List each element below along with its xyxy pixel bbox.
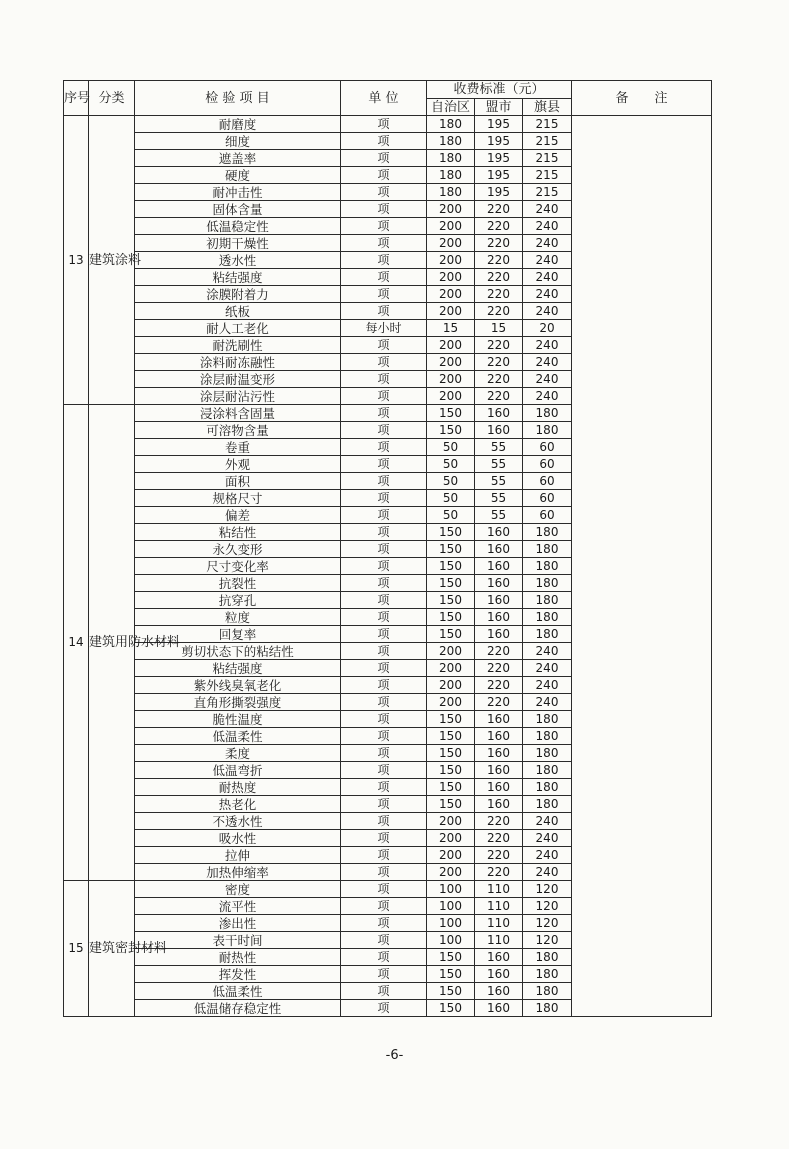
item-unit: 项	[341, 881, 427, 898]
item-name: 低温柔性	[135, 728, 341, 745]
fee-county: 240	[523, 694, 572, 711]
item-unit: 项	[341, 949, 427, 966]
page-number: -6-	[385, 1048, 404, 1063]
item-name: 耐冲击性	[135, 184, 341, 201]
fee-league: 220	[475, 694, 523, 711]
item-name: 挥发性	[135, 966, 341, 983]
fee-region: 100	[427, 881, 475, 898]
item-unit: 项	[341, 150, 427, 167]
fee-region: 200	[427, 371, 475, 388]
fee-county: 240	[523, 252, 572, 269]
item-unit: 项	[341, 847, 427, 864]
fee-league: 195	[475, 150, 523, 167]
fee-county: 240	[523, 303, 572, 320]
fee-region: 200	[427, 643, 475, 660]
fee-league: 160	[475, 524, 523, 541]
item-name: 热老化	[135, 796, 341, 813]
fee-league: 160	[475, 779, 523, 796]
item-unit: 项	[341, 507, 427, 524]
item-unit: 项	[341, 371, 427, 388]
fee-region: 150	[427, 422, 475, 439]
item-name: 拉伸	[135, 847, 341, 864]
item-unit: 项	[341, 711, 427, 728]
fee-league: 160	[475, 626, 523, 643]
fee-league: 160	[475, 592, 523, 609]
group-seq: 15	[64, 881, 89, 1017]
item-name: 渗出性	[135, 915, 341, 932]
fee-league: 160	[475, 558, 523, 575]
item-unit: 项	[341, 558, 427, 575]
item-name: 低温柔性	[135, 983, 341, 1000]
fee-county: 180	[523, 609, 572, 626]
fee-county: 60	[523, 507, 572, 524]
fee-county: 240	[523, 337, 572, 354]
fee-county: 240	[523, 864, 572, 881]
item-unit: 项	[341, 915, 427, 932]
fee-league: 220	[475, 643, 523, 660]
fee-league: 160	[475, 745, 523, 762]
fee-county: 180	[523, 575, 572, 592]
fee-county: 60	[523, 473, 572, 490]
item-name: 涂层耐温变形	[135, 371, 341, 388]
item-name: 外观	[135, 456, 341, 473]
fee-league: 160	[475, 983, 523, 1000]
item-name: 透水性	[135, 252, 341, 269]
item-name: 粘结强度	[135, 269, 341, 286]
item-name: 直角形撕裂强度	[135, 694, 341, 711]
group-seq: 13	[64, 116, 89, 405]
fee-county: 240	[523, 388, 572, 405]
fee-region: 150	[427, 626, 475, 643]
fee-county: 60	[523, 439, 572, 456]
fee-region: 150	[427, 541, 475, 558]
fee-county: 180	[523, 1000, 572, 1017]
fee-county: 20	[523, 320, 572, 337]
item-unit: 项	[341, 1000, 427, 1017]
fee-county: 60	[523, 490, 572, 507]
item-unit: 项	[341, 439, 427, 456]
item-name: 抗穿孔	[135, 592, 341, 609]
fee-league: 220	[475, 218, 523, 235]
fee-region: 200	[427, 269, 475, 286]
fee-region: 100	[427, 932, 475, 949]
fee-league: 220	[475, 337, 523, 354]
item-name: 低温弯折	[135, 762, 341, 779]
fee-league: 220	[475, 235, 523, 252]
item-unit: 项	[341, 422, 427, 439]
item-unit: 项	[341, 184, 427, 201]
item-name: 紫外线臭氧老化	[135, 677, 341, 694]
group-category: 建筑涂料	[89, 116, 135, 405]
item-name: 流平性	[135, 898, 341, 915]
remark-cell	[572, 116, 712, 1017]
fee-league: 55	[475, 439, 523, 456]
fee-region: 180	[427, 150, 475, 167]
fee-county: 180	[523, 762, 572, 779]
item-name: 密度	[135, 881, 341, 898]
fee-league: 160	[475, 575, 523, 592]
item-unit: 项	[341, 269, 427, 286]
fee-league: 160	[475, 711, 523, 728]
fee-region: 200	[427, 218, 475, 235]
item-name: 永久变形	[135, 541, 341, 558]
item-name: 初期干燥性	[135, 235, 341, 252]
item-name: 加热伸缩率	[135, 864, 341, 881]
fee-league: 160	[475, 422, 523, 439]
fee-league: 195	[475, 167, 523, 184]
fee-league: 220	[475, 252, 523, 269]
item-name: 面积	[135, 473, 341, 490]
fee-region: 180	[427, 184, 475, 201]
item-unit: 项	[341, 252, 427, 269]
fee-county: 180	[523, 779, 572, 796]
item-unit: 项	[341, 728, 427, 745]
item-unit: 项	[341, 167, 427, 184]
fee-county: 180	[523, 745, 572, 762]
fee-region: 200	[427, 286, 475, 303]
fee-region: 150	[427, 728, 475, 745]
fee-league: 160	[475, 405, 523, 422]
item-unit: 项	[341, 405, 427, 422]
fee-region: 150	[427, 796, 475, 813]
item-unit: 项	[341, 303, 427, 320]
group-category: 建筑密封材料	[89, 881, 135, 1017]
header-seq: 序号	[64, 81, 89, 116]
fee-county: 120	[523, 881, 572, 898]
fee-league: 220	[475, 660, 523, 677]
item-unit: 项	[341, 813, 427, 830]
fee-county: 120	[523, 932, 572, 949]
fee-region: 150	[427, 1000, 475, 1017]
table-body	[64, 116, 712, 1017]
fee-league: 195	[475, 184, 523, 201]
item-name: 粒度	[135, 609, 341, 626]
item-name: 浸涂料含固量	[135, 405, 341, 422]
fee-region: 50	[427, 507, 475, 524]
fee-region: 200	[427, 847, 475, 864]
fee-county: 120	[523, 898, 572, 915]
item-name: 涂层耐沾污性	[135, 388, 341, 405]
item-name: 遮盖率	[135, 150, 341, 167]
fee-region: 150	[427, 575, 475, 592]
fee-region: 200	[427, 235, 475, 252]
fee-league: 195	[475, 133, 523, 150]
item-unit: 项	[341, 541, 427, 558]
fee-region: 180	[427, 116, 475, 133]
fee-league: 220	[475, 269, 523, 286]
fee-league: 160	[475, 728, 523, 745]
fee-county: 180	[523, 592, 572, 609]
table-header	[64, 81, 712, 116]
fee-county: 180	[523, 558, 572, 575]
item-name: 耐人工老化	[135, 320, 341, 337]
fee-county: 215	[523, 133, 572, 150]
item-unit: 项	[341, 864, 427, 881]
group-category: 建筑用防水材料	[89, 405, 135, 881]
fee-county: 215	[523, 184, 572, 201]
item-name: 耐洗刷性	[135, 337, 341, 354]
item-name: 粘结强度	[135, 660, 341, 677]
fee-league: 55	[475, 473, 523, 490]
fee-county: 180	[523, 405, 572, 422]
fee-county: 240	[523, 643, 572, 660]
item-unit: 项	[341, 932, 427, 949]
fee-county: 180	[523, 728, 572, 745]
fee-region: 200	[427, 201, 475, 218]
fee-county: 180	[523, 983, 572, 1000]
fee-region: 50	[427, 473, 475, 490]
item-unit: 项	[341, 898, 427, 915]
fee-league: 55	[475, 456, 523, 473]
item-unit: 项	[341, 456, 427, 473]
header-item: 检 验 项 目	[135, 81, 341, 116]
fee-region: 200	[427, 830, 475, 847]
fee-county: 240	[523, 201, 572, 218]
item-unit: 项	[341, 337, 427, 354]
item-name: 吸水性	[135, 830, 341, 847]
fee-region: 150	[427, 405, 475, 422]
fee-region: 150	[427, 609, 475, 626]
fee-county: 215	[523, 116, 572, 133]
item-unit: 项	[341, 966, 427, 983]
item-unit: 项	[341, 660, 427, 677]
fee-league: 195	[475, 116, 523, 133]
item-unit: 项	[341, 694, 427, 711]
item-name: 耐磨度	[135, 116, 341, 133]
fee-county: 240	[523, 354, 572, 371]
fee-county: 240	[523, 286, 572, 303]
fee-league: 220	[475, 677, 523, 694]
fee-league: 220	[475, 371, 523, 388]
item-unit: 项	[341, 643, 427, 660]
item-name: 可溶物含量	[135, 422, 341, 439]
fee-region: 150	[427, 524, 475, 541]
fee-county: 240	[523, 371, 572, 388]
item-unit: 项	[341, 490, 427, 507]
item-unit: 项	[341, 983, 427, 1000]
fee-league: 55	[475, 490, 523, 507]
fee-league: 110	[475, 932, 523, 949]
fee-county: 180	[523, 796, 572, 813]
fee-league: 15	[475, 320, 523, 337]
fee-county: 240	[523, 677, 572, 694]
fee-league: 160	[475, 796, 523, 813]
header-category: 分类	[89, 81, 135, 116]
item-unit: 项	[341, 796, 427, 813]
fee-league: 160	[475, 541, 523, 558]
fee-region: 150	[427, 745, 475, 762]
item-unit: 项	[341, 473, 427, 490]
fee-region: 150	[427, 592, 475, 609]
item-name: 剪切状态下的粘结性	[135, 643, 341, 660]
header-fee: 收费标准（元）	[427, 81, 572, 99]
fee-league: 160	[475, 1000, 523, 1017]
fee-region: 15	[427, 320, 475, 337]
item-unit: 项	[341, 354, 427, 371]
fee-region: 200	[427, 354, 475, 371]
fee-region: 200	[427, 813, 475, 830]
item-unit: 项	[341, 286, 427, 303]
fee-county: 240	[523, 830, 572, 847]
fee-region: 150	[427, 711, 475, 728]
fee-region: 150	[427, 966, 475, 983]
fee-county: 180	[523, 422, 572, 439]
fee-region: 180	[427, 133, 475, 150]
fee-league: 220	[475, 813, 523, 830]
fee-region: 150	[427, 949, 475, 966]
fee-county: 180	[523, 949, 572, 966]
item-unit: 每小时	[341, 320, 427, 337]
item-unit: 项	[341, 133, 427, 150]
fee-league: 160	[475, 609, 523, 626]
fee-region: 150	[427, 779, 475, 796]
item-name: 规格尺寸	[135, 490, 341, 507]
header-unit: 单 位	[341, 81, 427, 116]
fee-region: 50	[427, 439, 475, 456]
fee-region: 200	[427, 388, 475, 405]
item-unit: 项	[341, 762, 427, 779]
item-unit: 项	[341, 677, 427, 694]
fee-region: 200	[427, 864, 475, 881]
fee-county: 180	[523, 541, 572, 558]
fee-league: 160	[475, 949, 523, 966]
fee-league: 220	[475, 388, 523, 405]
item-name: 脆性温度	[135, 711, 341, 728]
fee-county: 240	[523, 218, 572, 235]
table-row	[64, 116, 712, 133]
item-name: 粘结性	[135, 524, 341, 541]
fee-county: 240	[523, 235, 572, 252]
fee-league: 160	[475, 966, 523, 983]
fee-county: 240	[523, 847, 572, 864]
group-seq: 14	[64, 405, 89, 881]
item-unit: 项	[341, 626, 427, 643]
fee-league: 160	[475, 762, 523, 779]
item-unit: 项	[341, 218, 427, 235]
item-name: 抗裂性	[135, 575, 341, 592]
item-name: 硬度	[135, 167, 341, 184]
header-fee-league: 盟市	[475, 99, 523, 116]
fee-league: 110	[475, 915, 523, 932]
fee-region: 200	[427, 660, 475, 677]
item-name: 低温储存稳定性	[135, 1000, 341, 1017]
item-unit: 项	[341, 235, 427, 252]
fee-county: 120	[523, 915, 572, 932]
fee-region: 150	[427, 762, 475, 779]
header-fee-county: 旗县	[523, 99, 572, 116]
item-unit: 项	[341, 609, 427, 626]
item-unit: 项	[341, 779, 427, 796]
fee-region: 150	[427, 558, 475, 575]
fee-league: 220	[475, 201, 523, 218]
fee-region: 50	[427, 456, 475, 473]
fee-county: 180	[523, 966, 572, 983]
fee-league: 110	[475, 898, 523, 915]
fee-league: 220	[475, 354, 523, 371]
fee-county: 215	[523, 150, 572, 167]
item-unit: 项	[341, 745, 427, 762]
fee-county: 60	[523, 456, 572, 473]
item-name: 偏差	[135, 507, 341, 524]
fee-region: 100	[427, 898, 475, 915]
fee-region: 150	[427, 983, 475, 1000]
item-name: 纸板	[135, 303, 341, 320]
fee-league: 110	[475, 881, 523, 898]
fee-league: 220	[475, 864, 523, 881]
item-unit: 项	[341, 575, 427, 592]
header-remark: 备 注	[572, 81, 712, 116]
fee-county: 240	[523, 813, 572, 830]
item-name: 柔度	[135, 745, 341, 762]
item-name: 固体含量	[135, 201, 341, 218]
fee-league: 220	[475, 286, 523, 303]
item-name: 细度	[135, 133, 341, 150]
fee-league: 55	[475, 507, 523, 524]
item-name: 低温稳定性	[135, 218, 341, 235]
item-name: 表干时间	[135, 932, 341, 949]
item-unit: 项	[341, 388, 427, 405]
fee-league: 220	[475, 303, 523, 320]
fee-region: 200	[427, 694, 475, 711]
item-name: 耐热性	[135, 949, 341, 966]
item-unit: 项	[341, 830, 427, 847]
header-fee-region: 自治区	[427, 99, 475, 116]
fee-region: 100	[427, 915, 475, 932]
fee-region: 200	[427, 337, 475, 354]
fee-county: 215	[523, 167, 572, 184]
item-unit: 项	[341, 201, 427, 218]
item-name: 卷重	[135, 439, 341, 456]
fee-county: 180	[523, 524, 572, 541]
fee-county: 240	[523, 269, 572, 286]
item-name: 尺寸变化率	[135, 558, 341, 575]
item-unit: 项	[341, 116, 427, 133]
fee-region: 200	[427, 303, 475, 320]
fee-region: 180	[427, 167, 475, 184]
item-unit: 项	[341, 524, 427, 541]
fee-region: 200	[427, 677, 475, 694]
fee-region: 200	[427, 252, 475, 269]
fee-league: 220	[475, 847, 523, 864]
item-name: 耐热度	[135, 779, 341, 796]
fee-league: 220	[475, 830, 523, 847]
fee-region: 50	[427, 490, 475, 507]
item-name: 涂膜附着力	[135, 286, 341, 303]
fee-county: 240	[523, 660, 572, 677]
fee-county: 180	[523, 711, 572, 728]
item-unit: 项	[341, 592, 427, 609]
fee-county: 180	[523, 626, 572, 643]
item-name: 涂料耐冻融性	[135, 354, 341, 371]
fee-schedule-table	[63, 80, 712, 1017]
item-name: 回复率	[135, 626, 341, 643]
item-name: 不透水性	[135, 813, 341, 830]
